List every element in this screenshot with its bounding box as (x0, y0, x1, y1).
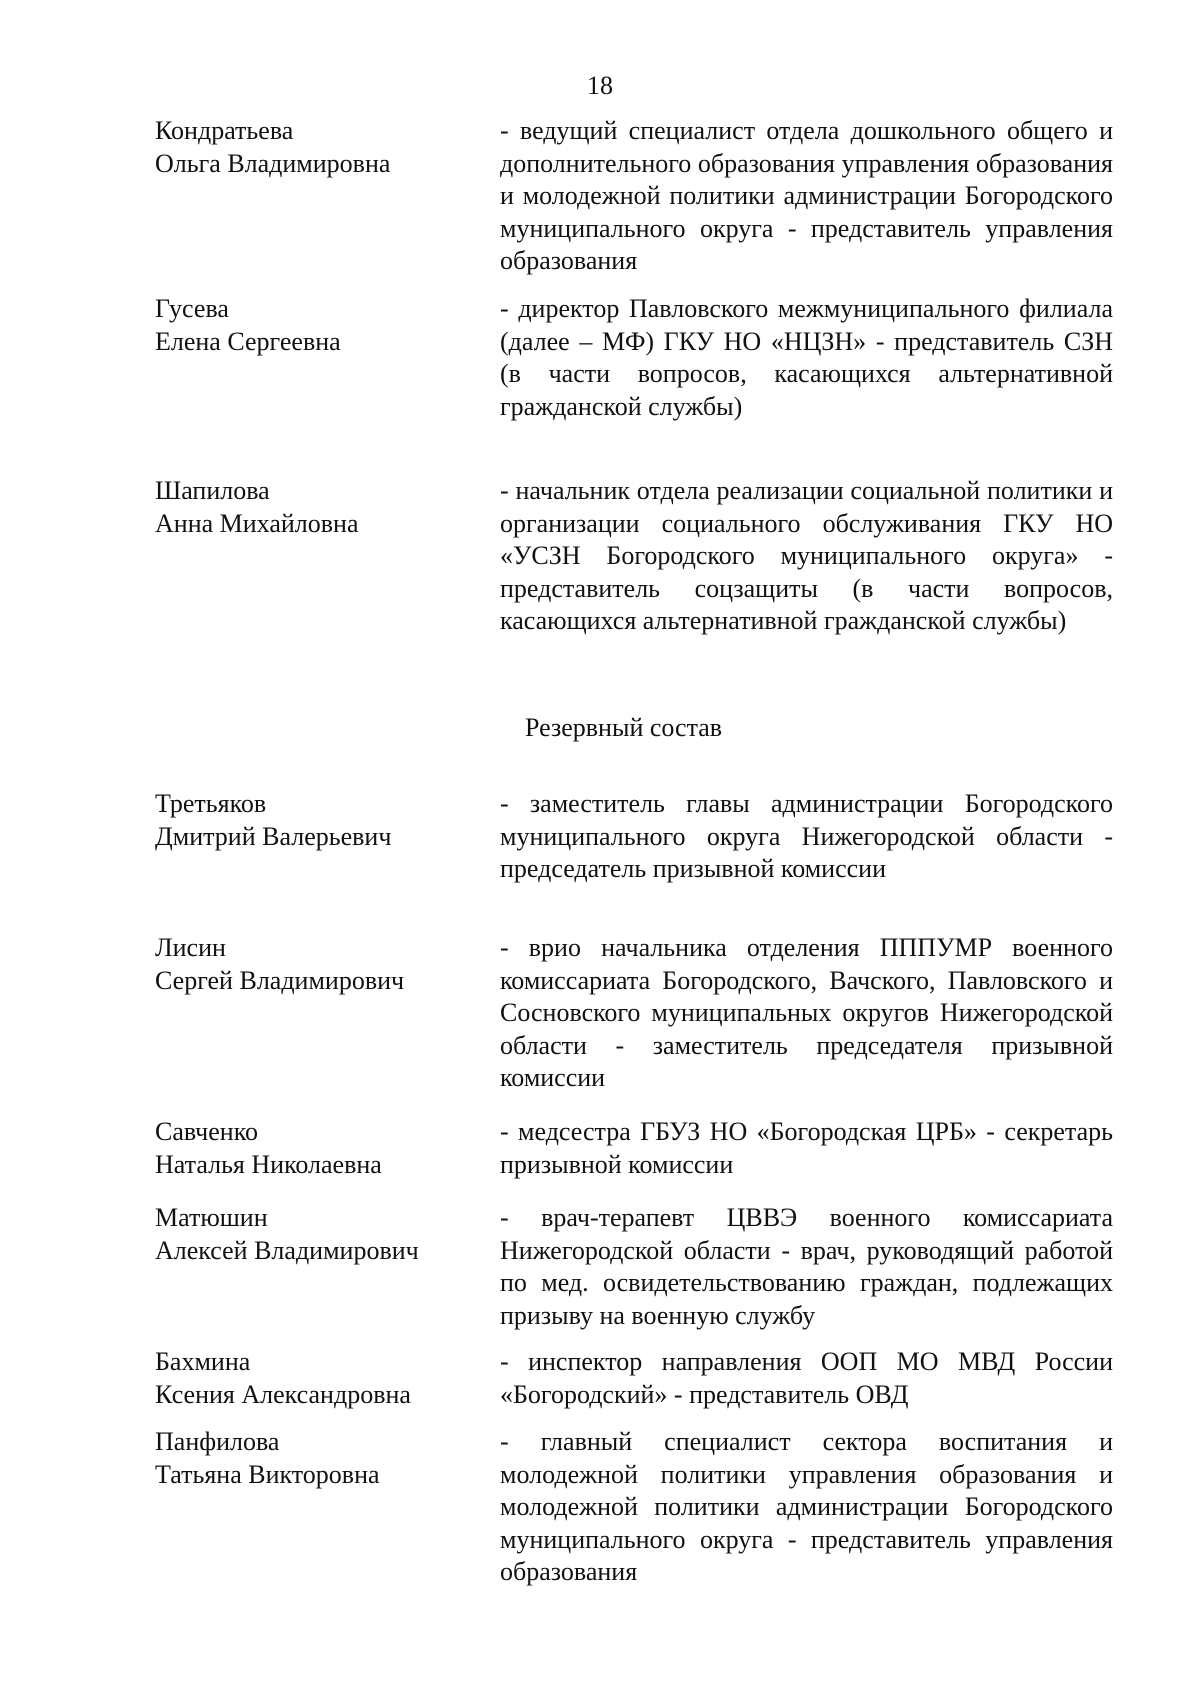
member-name (155, 115, 485, 180)
member-name (155, 293, 485, 358)
member-surname: Шапилова (155, 476, 270, 505)
member-given-names: Анна Михайловна (155, 508, 359, 538)
member-name (155, 475, 485, 540)
member-role: - ведущий специалист отдела дошкольного общего и дополнительного образования управления образования и молодежной политики администрации Богородского муниципального округа - представитель управления образования (500, 116, 1113, 275)
member-given-names: Елена Сергеевна (155, 326, 341, 356)
member-given-names: Дмитрий Валерьевич (155, 821, 392, 851)
page-number: 18 (587, 71, 613, 100)
member-surname: Матюшин (155, 1203, 268, 1232)
member-role: - медсестра ГБУЗ НО «Богородская ЦРБ» - секретарь призывной комиссии (500, 1117, 1113, 1179)
member-given-names: Ксения Александровна (155, 1379, 411, 1409)
member-surname: Лисин (155, 933, 226, 962)
member-surname: Третьяков (155, 789, 267, 818)
member-given-names: Татьяна Викторовна (155, 1459, 380, 1489)
member-name (155, 1346, 485, 1411)
member-role: - начальник отдела реализации социальной политики и организации социального обслуживания ГКУ НО «УСЗН Богородского муниципального округа» - представитель соцзащиты (в части вопросов, касающихся альтернативной гражданской службы) (500, 476, 1113, 635)
member-name (155, 1202, 485, 1267)
member-given-names: Сергей Владимирович (155, 965, 405, 995)
member-name (155, 1426, 485, 1491)
member-role: - инспектор направления ООП МО МВД России «Богородский» - представитель ОВД (500, 1347, 1113, 1409)
member-name (155, 1116, 485, 1181)
member-surname: Бахмина (155, 1347, 251, 1376)
member-role: - врио начальника отделения ПППУМР военного комиссариата Богородского, Вачского, Павловского и Сосновского муниципальных округов Нижегородской области - заместитель председателя призывной комиссии (500, 933, 1113, 1092)
member-surname: Гусева (155, 294, 229, 323)
member-role: - директор Павловского межмуниципального филиала (далее – МФ) ГКУ НО «НЦЗН» - представитель СЗН (в части вопросов, касающихся альтернативной гражданской службы) (500, 294, 1113, 421)
member-surname: Савченко (155, 1117, 259, 1146)
member-name (155, 932, 485, 997)
section-title-reserve: Резервный состав (525, 713, 723, 742)
member-role: - заместитель главы администрации Богородского муниципального округа Нижегородской области - председатель призывной комиссии (500, 789, 1113, 883)
member-given-names: Наталья Николаевна (155, 1149, 382, 1179)
member-surname: Кондратьева (155, 116, 294, 145)
member-role: - врач-терапевт ЦВВЭ военного комиссариата Нижегородской области - врач, руководящий работой по мед. освидетельствованию граждан, подлежащих призыву на военную службу (500, 1203, 1113, 1330)
member-role: - главный специалист сектора воспитания и молодежной политики управления образования и молодежной политики администрации Богородского муниципального округа - представитель управления образования (500, 1427, 1113, 1586)
member-given-names: Ольга Владимировна (155, 148, 391, 178)
member-given-names: Алексей Владимирович (155, 1235, 419, 1265)
member-surname: Панфилова (155, 1427, 280, 1456)
member-name (155, 788, 485, 853)
